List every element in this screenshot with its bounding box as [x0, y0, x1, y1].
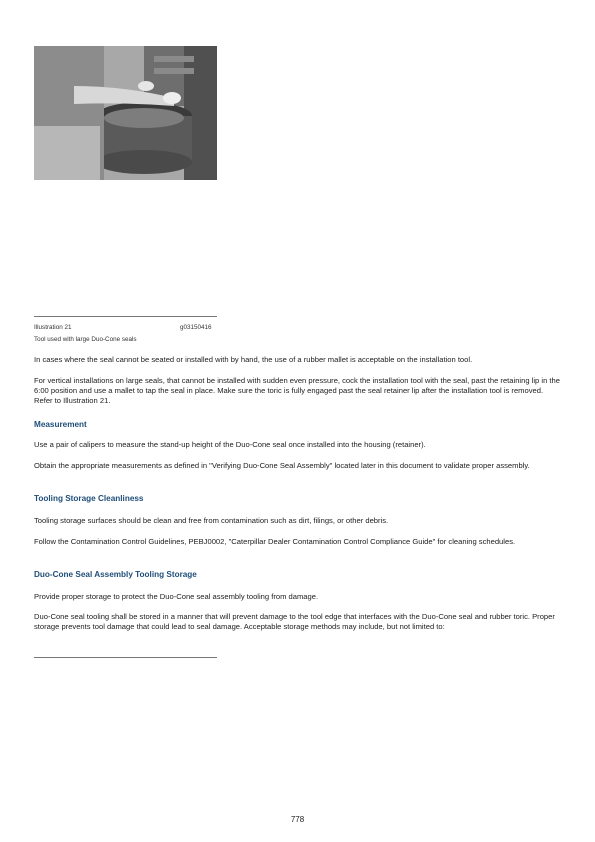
paragraph-vertical-install: For vertical installations on large seals, that cannot be installed with sudden even pressure, cock the installation tool with the seal, past the retaining lip in the 6:00 position and use a mallet to tap the seal in place. Make sure the toric is fully engaged past the seal retainer lip after the installation tool is removed. Refer to Illustration 21. [34, 376, 560, 405]
illustration-photo [34, 46, 217, 180]
paragraph-storage-surfaces: Tooling storage surfaces should be clean and free from contamination such as dirt, filings, or other debris. [34, 516, 389, 525]
paragraph-proper-storage: Provide proper storage to protect the Duo-Cone seal assembly tooling from damage. [34, 592, 319, 601]
image-code: g03150416 [180, 324, 212, 331]
paragraph-mallet: In cases where the seal cannot be seated or installed with by hand, the use of a rubber mallet is acceptable on the installation tool. [34, 355, 473, 364]
illustration-label: Illustration 21 [34, 324, 72, 331]
heading-tooling-storage-cleanliness: Tooling Storage Cleanliness [34, 494, 144, 503]
figure-caption: Tool used with large Duo-Cone seals [34, 336, 137, 343]
page-number: 778 [290, 815, 305, 824]
heading-tooling-storage: Duo-Cone Seal Assembly Tooling Storage [34, 570, 197, 579]
seal-installation-photo [34, 46, 217, 180]
paragraph-calipers: Use a pair of calipers to measure the stand-up height of the Duo-Cone seal once installed into the housing (retainer). [34, 440, 426, 449]
bottom-rule [34, 657, 217, 658]
paragraph-contamination-guidelines: Follow the Contamination Control Guidelines, PEBJ0002, "Caterpillar Dealer Contamination Control Compliance Guide" for cleaning schedules. [34, 537, 516, 546]
paragraph-storage-methods: Duo-Cone seal tooling shall be stored in a manner that will prevent damage to the tool edge that interfaces with the Duo-Cone seal and rubber toric. Proper storage prevents tool damage that could lead to seal damage. Acceptable storage methods may include, but not limited to: [34, 612, 555, 631]
caption-top-rule [34, 316, 217, 317]
paragraph-measurements: Obtain the appropriate measurements as defined in "Verifying Duo-Cone Seal Assembly" located later in this document to validate proper assembly. [34, 461, 530, 470]
heading-measurement: Measurement [34, 420, 87, 429]
